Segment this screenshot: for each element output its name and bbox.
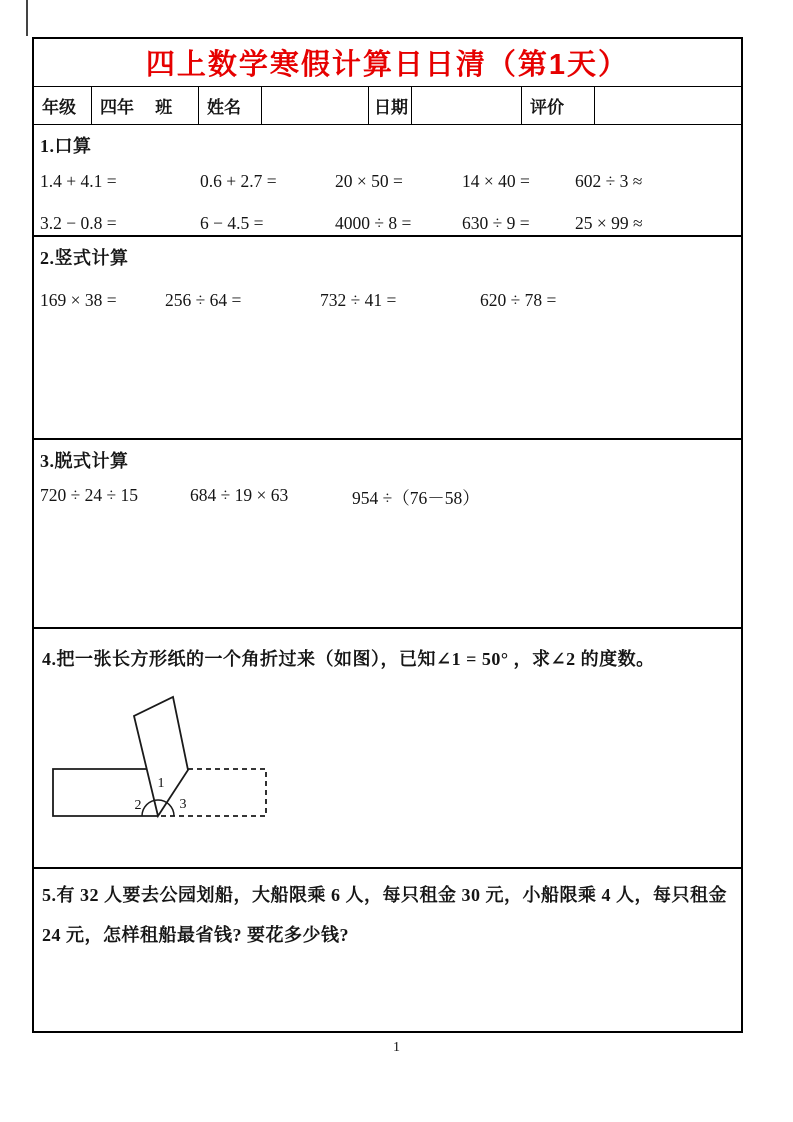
page-edge-mark [26, 0, 28, 36]
angle-3-label: 3 [179, 797, 187, 812]
vertical-problem: 732 ÷ 41 = [320, 290, 397, 310]
oral-problem: 25 × 99 ≈ [575, 213, 643, 233]
oral-problem: 630 ÷ 9 = [462, 213, 530, 233]
fold-figure-svg [46, 689, 278, 826]
page-number: 1 [393, 1040, 400, 1055]
oral-problem: 4000 ÷ 8 = [335, 213, 412, 233]
oral-problem: 14 × 40 = [462, 171, 530, 191]
grade-label: 年级 [34, 87, 92, 124]
name-label: 姓名 [199, 87, 262, 124]
angle-1-label: 1 [157, 776, 165, 791]
oral-problem: 3.2 − 0.8 = [40, 213, 117, 233]
vertical-problem: 620 ÷ 78 = [480, 290, 557, 310]
angle-2-label: 2 [134, 798, 142, 813]
vertical-heading: 2.竖式计算 [40, 248, 129, 268]
date-label: 日期 [369, 87, 412, 124]
stepwise-problem: 954 ÷（76－58） [352, 488, 480, 508]
oral-problem: 20 × 50 = [335, 171, 403, 191]
stepwise-problem: 720 ÷ 24 ÷ 15 [40, 485, 138, 505]
fold-problem-text: 4.把一张长方形纸的一个角折过来（如图），已知∠1 = 50° ，求∠2 的度数。 [42, 649, 655, 669]
worksheet-table [32, 37, 743, 1033]
section-boat-problem [34, 869, 741, 1031]
vertical-problem: 169 × 38 = [40, 290, 117, 310]
oral-row-2 [34, 213, 741, 234]
eval-value-cell[interactable] [595, 87, 741, 124]
section-stepwise-calc [34, 440, 741, 629]
strip-solid-outline [53, 769, 158, 816]
oral-problem: 6 − 4.5 = [200, 213, 264, 233]
vertical-problem: 256 ÷ 64 = [165, 290, 242, 310]
section-oral-calc [34, 125, 741, 237]
oral-heading: 1.口算 [40, 136, 92, 156]
page-title: 四上数学寒假计算日日清（第1天） [145, 49, 630, 81]
info-row [34, 87, 741, 125]
title-row [34, 39, 741, 87]
section-vertical-calc [34, 237, 741, 440]
stepwise-heading: 3.脱式计算 [40, 451, 129, 471]
oral-row-1 [34, 171, 741, 192]
boat-problem-line-1: 5.有 32 人要去公园划船，大船限乘 6 人，每只租金 30 元，小船限乘 4 人，每只租金 [42, 885, 727, 905]
eval-label: 评价 [522, 87, 595, 124]
fold-figure [46, 689, 278, 826]
date-value-cell[interactable] [412, 87, 522, 124]
vertical-problems-row [34, 290, 741, 311]
grade-value-cell: 四年 班 [92, 87, 199, 124]
stepwise-problem: 684 ÷ 19 × 63 [190, 485, 289, 505]
oral-problem: 602 ÷ 3 ≈ [575, 171, 643, 191]
oral-problem: 1.4 + 4.1 = [40, 171, 117, 191]
boat-problem-line-2: 24 元，怎样租船最省钱? 要花多少钱? [42, 925, 349, 945]
oral-problem: 0.6 + 2.7 = [200, 171, 277, 191]
name-value-cell[interactable] [262, 87, 369, 124]
stepwise-problems-row [34, 485, 741, 510]
section-fold-problem [34, 629, 741, 869]
